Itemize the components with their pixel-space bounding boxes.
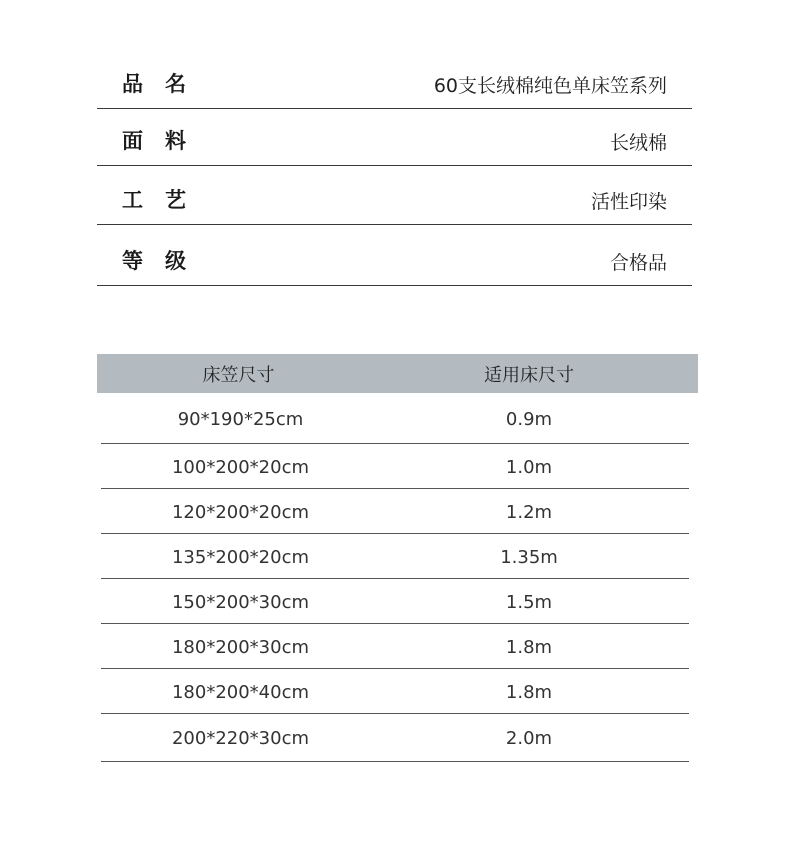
product-spec-table <box>97 60 692 286</box>
spec-value: 60支长绒棉纯色单床笠系列 <box>433 75 667 97</box>
sheet-size-cell: 100*200*20cm <box>171 456 310 478</box>
table-row <box>101 534 689 579</box>
header-fitted-sheet-size: 床笠尺寸 <box>202 364 275 386</box>
table-row <box>101 489 689 534</box>
size-table <box>97 354 698 762</box>
spec-value: 合格品 <box>609 252 667 274</box>
bed-size-cell: 1.5m <box>505 591 553 613</box>
spec-row-fabric <box>97 109 692 166</box>
sheet-size-cell: 120*200*20cm <box>171 501 310 523</box>
table-row <box>101 624 689 669</box>
spec-label: 面料 <box>122 129 208 153</box>
bed-size-cell: 1.2m <box>505 501 553 523</box>
sheet-size-cell: 135*200*20cm <box>171 546 310 568</box>
table-row <box>101 714 689 762</box>
spec-row-grade <box>97 225 692 286</box>
bed-size-cell: 0.9m <box>505 408 553 430</box>
bed-size-cell: 1.8m <box>505 636 553 658</box>
spec-label: 工艺 <box>122 188 208 212</box>
bed-size-cell: 1.35m <box>500 546 558 568</box>
table-row <box>101 669 689 714</box>
table-row <box>101 444 689 489</box>
spec-value: 长绒棉 <box>609 132 667 154</box>
sheet-size-cell: 180*200*30cm <box>171 636 310 658</box>
spec-row-name <box>97 60 692 109</box>
sheet-size-cell: 150*200*30cm <box>171 591 310 613</box>
size-table-body <box>101 393 689 762</box>
bed-size-cell: 1.0m <box>505 456 553 478</box>
sheet-size-cell: 90*190*25cm <box>177 408 304 430</box>
header-bed-size: 适用床尺寸 <box>484 364 574 386</box>
spec-row-process <box>97 166 692 225</box>
table-row <box>101 579 689 624</box>
bed-size-cell: 2.0m <box>505 728 553 749</box>
spec-label: 等级 <box>122 249 208 273</box>
sheet-size-cell: 180*200*40cm <box>171 681 310 703</box>
bed-size-cell: 1.8m <box>505 681 553 703</box>
sheet-size-cell: 200*220*30cm <box>171 728 310 749</box>
table-row <box>101 393 689 444</box>
size-table-header <box>97 354 698 393</box>
spec-label: 品名 <box>122 72 208 96</box>
spec-value: 活性印染 <box>590 191 667 213</box>
